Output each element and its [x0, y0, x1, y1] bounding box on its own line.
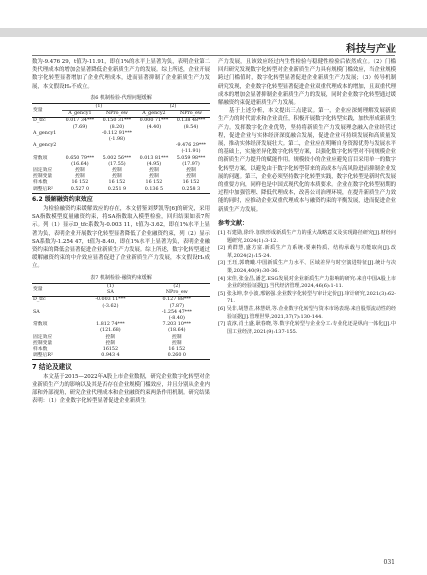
table-cell: 控制 — [186, 174, 196, 180]
reference-item: [5] 张永坤,李小波,邢铭强.企业数字化转型与审计定价[J].审计研究,2021(3):62-71. — [218, 290, 396, 305]
group-header: (2) — [136, 104, 210, 111]
table-cell: (7.69) — [72, 124, 88, 130]
table-cell: (-1.98) — [108, 137, 125, 143]
table-header-text: 变量 — [33, 286, 43, 292]
table-cell: (121.68) — [100, 328, 121, 334]
table-header-cell — [32, 283, 77, 296]
table-cell: 0.000 71*** — [139, 118, 169, 124]
row-label: 固定效应 — [33, 334, 53, 340]
reference-item: [1] 石建勋,徐玲.加快形成新质生产力的重大战略意义及实现路径研究[J].财经问题研究,2024(1):3-12. — [218, 230, 396, 244]
reference-item: [6] 吴非,胡慧芷,林慧妍,等.企业数字化转型与资本市场表现:来自股票流动性的经验证据[J].管理世界,2021,37(7):130-144. — [218, 306, 396, 320]
row-label: 常数项 — [33, 322, 48, 328]
section-heading: 7 结论及建议 — [32, 363, 72, 372]
table-cell: 1.812 74*** — [96, 322, 125, 328]
table-header-cell: A_gency1 — [68, 111, 92, 117]
table-cell: (-8.40) — [168, 315, 185, 321]
table-cell: -0.003 11*** — [95, 297, 126, 303]
table-cell: 0.527 0 — [70, 186, 90, 192]
table-cell: 0.127 88*** — [162, 297, 192, 303]
table-header-cell: NPro_ew — [180, 111, 202, 117]
table-cell: 控制 — [105, 334, 116, 340]
table-cell: 5.059 98*** — [176, 155, 206, 161]
table-cell: 0.017 34*** — [65, 118, 95, 124]
paragraph: 基于上述分析，本文提出三点建议。第一，企业应深刻理解发展新质生产力的时代需求和企业责任，积极开展数字化转型实践，加快形成新质生产力。发挥数字化企业优势，坚持将新质生产力发展理念融入企业经营过程，促进企业与实体经济深度融合发展，促进企业可持续发展和高质量发展，推动实体经济发展壮大。第二，企业应在明晰自身资源优势与发展水平的基础上，实施差异化数字化转型方案，以强化数字化转型对不同规模企业的新质生产力提升的赋能作用。规模较小的企业应避免盲目采用单一的数字化转型方案，以避免由于数字化转型带来的高成本与高风险进而抑制企业发展的问题。第三，企业必须坚持数字化转型实践，数字化转型是新时代发展的重要方向，同样也是中国式现代化的本质要求。企业在数字化转型初期的过程中加强管理、降低代理成本，改善公司治理环境，在提升新质生产力效能的同时，应推动企业双重代理成本与融资约束的平衡发展，进而促进企业新质生产力发展。 — [218, 108, 396, 213]
table-header-cell: SA — [107, 290, 114, 296]
row-label: 调整后R² — [33, 353, 53, 359]
reference-item: [4] 宋佳,张金昌,潘艺.ESG发展对企业新质生产力影响的研究:来自中国A股上市企业的经验证据[J].当代经济管理,2024,46(6):1-11. — [218, 275, 396, 290]
table-7 — [32, 283, 210, 360]
table-header-text: 变量 — [33, 107, 43, 113]
row-label: 调整后R² — [33, 186, 53, 192]
table-cell: (4.40) — [146, 124, 162, 130]
table-cell: -9.476 29*** — [175, 143, 207, 149]
table-header-cell: A_gency2 — [142, 111, 166, 117]
table-cell: 0.258 3 — [181, 186, 201, 192]
table-caption: 表7 机制检验-融资约束缓解 — [90, 274, 152, 281]
header-bar — [0, 28, 427, 37]
reference-item: [3] 王珏,郭晓曦.中国新质生产力水平、区域差异与时空演进特征[J].统计与决策,2024,40(9):30-36. — [218, 260, 396, 275]
row-label: 控制变量 — [33, 174, 53, 180]
table-header-cell: NPro_ew — [105, 111, 128, 117]
paragraph: 本文基于2015—2022年A股上市企业数据，研究企业数字化转型对企业新质生产力的影响以及其是否存在企业规模门槛效应，并且分别从企业内部和外部视角，研究企业代理成本和企业融资约束两条作用机制。研究结果表明：（1）企业数字化转型显著促进企业新质生 — [32, 373, 210, 405]
reference-list — [218, 230, 396, 336]
references-title: 参考文献： — [218, 219, 249, 227]
table-cell: 16 152 — [71, 180, 89, 186]
paragraph: 数为-9.476 29，t值为-11.91，即在1%的水平上显著为负，表明企业第二类代理成本的增加会显著降低企业新质生产力的发展。综上所述，企业开展数字化转型显著增加了企业代理成本，进而显著抑制了企业新质生产力发展，本文假设H₂不成立。 — [32, 59, 210, 90]
table-cell: 16 152 — [145, 180, 163, 186]
row-label: 常数项 — [33, 155, 48, 161]
table-cell: 0.650 79*** — [65, 155, 95, 161]
table-cell: (18.64) — [168, 328, 186, 334]
row-label: D_tfc — [33, 297, 46, 303]
table-row — [32, 297, 210, 304]
reference-item: [7] 袁淳,肖土盛,耿春晓,等.数字化转型与企业分工:专业化还是纵向一体化[J].中国工业经济,2021(9):137-155. — [218, 321, 396, 335]
row-label: 样本数 — [33, 346, 48, 352]
table-cell: 0.260 0 — [167, 353, 186, 359]
table-cell: (8.20) — [109, 124, 125, 130]
table-cell: 0.136 5 — [144, 186, 164, 192]
table-cell: 16 152 — [168, 346, 186, 352]
section-title: 科技与产业 — [346, 44, 396, 55]
table-cell: (17.55) — [108, 161, 126, 167]
table-row — [32, 118, 210, 125]
table-caption: 表6 机制检验-代理问题缓解 — [90, 94, 152, 101]
table-cell: 16 152 — [182, 180, 200, 186]
table-cell: 控制 — [172, 334, 182, 340]
table-6 — [32, 103, 210, 194]
row-label: A_gency2 — [33, 143, 57, 149]
table-cell: 控制 — [75, 168, 85, 174]
table-cell: (-11.91) — [181, 149, 201, 155]
table-cell: 5.002 56*** — [102, 155, 132, 161]
table-cell: (17.97) — [182, 161, 200, 167]
table-cell: 控制 — [112, 168, 122, 174]
table-header-cell — [32, 104, 62, 118]
table-cell: -1.254 47*** — [161, 309, 192, 315]
table-cell: (7.87) — [169, 303, 185, 309]
group-header: (1) — [107, 283, 114, 289]
table-cell: (4.95) — [146, 161, 162, 167]
paragraph: 为检验融资约束缓解效应的存在，本文借鉴刘梦凯等[6]的研究，采用SA指数模型度量融资约束，将SA指数取入模型检验，回归结果如表7所示。列（1）显示D_tfc系数为-0.003 11，t值为-3.62，即在1%水平上显著为负，表明企业开展数字化转型显著降低了企业融资约束，列（2）显示SA系数为-1.254 47，t值为-8.40，即在1%水平上显著为负，表明企业融资约束的降低会显著促进企业新质生产力发展。综上所述，数字化转型通过缓解融资约束的中介效应显著促进了企业新质生产力发展，本文假设H₃成立。 — [32, 206, 210, 270]
page-number: 031 — [383, 559, 395, 566]
group-header: (2) — [173, 283, 181, 289]
table-cell: 0.013 81*** — [139, 155, 169, 161]
row-label: D_tfc — [33, 118, 46, 124]
table-row — [32, 353, 210, 360]
table-cell: 控制 — [112, 174, 122, 180]
table-cell: 7.203 10*** — [162, 322, 192, 328]
table-cell: 控制 — [75, 174, 85, 180]
reference-item: [2] 黄群慧,盛方富.新质生产力系统:要素特质、结构承载与功能取向[J].改革,2024(2):15-24. — [218, 245, 396, 259]
table-cell: 控制 — [186, 168, 196, 174]
table-cell: 0.138 48*** — [176, 118, 206, 124]
table-row — [32, 187, 210, 194]
table-cell: 控制 — [105, 340, 116, 346]
row-label: 控制变量 — [33, 340, 53, 346]
row-label: A_gency1 — [33, 130, 57, 136]
table-cell: 0.943 4 — [101, 353, 120, 359]
row-label: 样本数 — [33, 180, 48, 186]
table-cell: 16152 — [102, 346, 119, 352]
table-cell: (-3.62) — [102, 303, 119, 309]
table-cell: 0.251 9 — [107, 186, 127, 192]
table-cell: (8.54) — [183, 124, 199, 130]
table-header-cell: NPro_ew — [165, 290, 188, 296]
table-cell: -0.112 91*** — [101, 130, 133, 136]
table-cell: 16 152 — [108, 180, 126, 186]
section-heading: 6.2 缓解融资约束效应 — [32, 195, 93, 203]
group-header: (1) — [62, 104, 136, 111]
table-cell: 0.150 31*** — [102, 118, 132, 124]
row-label: 固定效应 — [33, 168, 53, 174]
table-cell: 控制 — [149, 168, 159, 174]
header-rule — [32, 55, 395, 56]
row-label: SA — [33, 309, 40, 315]
left-column — [32, 58, 210, 405]
table-cell: (16.64) — [71, 161, 89, 167]
table-cell: 控制 — [172, 340, 182, 346]
right-column — [218, 58, 396, 336]
table-cell: 控制 — [149, 174, 159, 180]
paragraph: 产力发展，且该效应经过内生性检验与稳健性检验后依然成立。（2）门槛回归研究发现数字化转型对企业新质生产力具有规模门槛效应，当企业规模跨过门槛值时，数字化转型显著促进企业新质生产力发展；（3）传导机制研究发现，企业数字化转型显著促进企业双重代理成本的增加，且双重代理成本的增加会显著抑制企业新质生产力的发展，同时企业数字化转型通过缓解融资约束促进新质生产力发展。 — [218, 59, 396, 107]
